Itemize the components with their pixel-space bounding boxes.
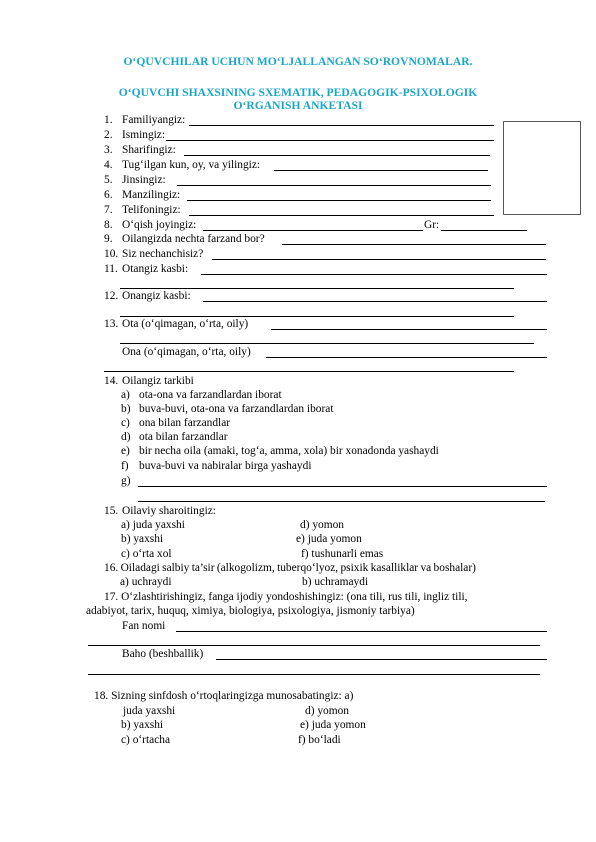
q3-label: Sharifingiz: <box>122 144 176 156</box>
q3-number: 3. <box>104 144 113 156</box>
q18-option-f[interactable]: f) bo‘ladi <box>298 734 341 746</box>
q18-option-d[interactable]: d) yomon <box>305 705 349 717</box>
q16-option-a[interactable]: a) uchraydi <box>120 576 172 588</box>
q8-field[interactable] <box>203 230 423 231</box>
q4-number: 4. <box>104 159 113 171</box>
q17-grade-field[interactable] <box>216 659 547 660</box>
q13-mother-field-line2[interactable] <box>104 371 514 372</box>
document-subtitle-line1: O‘QUVCHI SHAXSINING SXEMATIK, PEDAGOGIK-PSIXOLOGIK <box>118 86 478 99</box>
q14-option-d-key: d) <box>121 431 131 443</box>
q14-option-c-key: c) <box>121 417 130 429</box>
q17-subject-label: Fan nomi <box>122 620 166 632</box>
q15-option-d[interactable]: d) yomon <box>300 519 344 531</box>
q7-field[interactable] <box>189 215 494 216</box>
q15-label: Oilaviy sharoitingiz: <box>122 505 216 517</box>
q14-option-g-field-line2[interactable] <box>138 501 545 502</box>
q2-number: 2. <box>104 129 113 141</box>
q14-option-f[interactable]: buva-buvi va nabiralar birga yashaydi <box>139 460 312 472</box>
q14-option-g-field[interactable] <box>138 486 547 487</box>
q14-option-b[interactable]: buva-buvi, ota-ona va farzandlardan iborat <box>139 403 334 415</box>
q1-field[interactable] <box>189 125 494 126</box>
q3-field[interactable] <box>184 155 490 156</box>
q1-number: 1. <box>104 114 113 126</box>
q12-label: Onangiz kasbi: <box>122 290 191 302</box>
q4-field[interactable] <box>274 170 488 171</box>
q13-father-field-line2[interactable] <box>120 343 534 344</box>
q14-option-a[interactable]: ota-ona va farzandlardan iborat <box>139 389 282 401</box>
q17-grade-label: Baho (beshballik) <box>122 648 204 660</box>
q11-number: 11. <box>104 263 118 275</box>
q10-number: 10. <box>104 248 119 260</box>
q7-label: Telifoningiz: <box>122 204 181 216</box>
q15-number: 15. <box>104 505 119 517</box>
q14-option-e[interactable]: bir necha oila (amaki, tog‘a, amma, xola) bir xonadonda yashaydi <box>139 445 439 457</box>
q16-option-b[interactable]: b) uchramaydi <box>302 576 369 588</box>
q14-option-f-key: f) <box>121 460 129 472</box>
q8-label: O‘qish joyingiz: <box>122 219 197 231</box>
q1-label: Familiyangiz: <box>122 114 186 126</box>
q11-label: Otangiz kasbi: <box>122 263 189 275</box>
q12-field-line2[interactable] <box>120 316 514 317</box>
q15-option-e[interactable]: e) juda yomon <box>296 533 362 545</box>
q13-father-field[interactable] <box>271 329 547 330</box>
q8-number: 8. <box>104 219 113 231</box>
q12-field[interactable] <box>203 301 547 302</box>
q14-option-c[interactable]: ona bilan farzandlar <box>139 417 231 429</box>
q6-field[interactable] <box>187 200 491 201</box>
q17-subject-field[interactable] <box>176 631 547 632</box>
q4-label: Tug‘ilgan kun, oy, va yilingiz: <box>122 159 261 171</box>
q5-field[interactable] <box>177 185 491 186</box>
q11-field[interactable] <box>201 274 547 275</box>
q2-field[interactable] <box>166 140 494 141</box>
q18-option-c[interactable]: c) o‘rtacha <box>121 734 171 746</box>
q18-label: 18. Sizning sinfdosh o‘rtoqlaringizga munosabatingiz: a) <box>94 690 354 702</box>
q10-field[interactable] <box>212 259 546 260</box>
q8-group-field[interactable] <box>441 230 527 231</box>
q14-label: Oilangiz tarkibi <box>122 375 194 387</box>
document-title: O‘QUVCHILAR UCHUN MO‘LJALLANGAN SO‘ROVNOMALAR. <box>123 55 473 68</box>
q15-option-f[interactable]: f) tushunarli emas <box>301 548 384 560</box>
q13-number: 13. <box>104 318 119 330</box>
q17-label-line2: adabiyot, tarix, huquq, ximiya, biologiya, psixologiya, jismoniy tarbiya) <box>86 605 415 617</box>
q15-option-a[interactable]: a) juda yaxshi <box>121 519 185 531</box>
q11-field-line2[interactable] <box>120 288 514 289</box>
q13-mother-label: Ona (o‘qimagan, o‘rta, oily) <box>122 346 251 358</box>
q7-number: 7. <box>104 204 113 216</box>
document-subtitle-line2: O‘RGANISH ANKETASI <box>233 99 363 112</box>
q15-option-c[interactable]: c) o‘rta xol <box>121 548 172 560</box>
q2-label: Ismingiz: <box>122 129 166 141</box>
q14-option-a-key: a) <box>121 389 130 401</box>
q9-number: 9. <box>104 233 113 245</box>
q14-option-e-key: e) <box>121 445 130 457</box>
q14-option-g-key: g) <box>121 475 131 487</box>
photo-box <box>503 121 581 215</box>
q17-grade-field-line2[interactable] <box>88 674 540 675</box>
q14-number: 14. <box>104 375 119 387</box>
q6-label: Manzilingiz: <box>122 189 181 201</box>
q18-option-b[interactable]: b) yaxshi <box>121 719 164 731</box>
q14-option-b-key: b) <box>121 403 131 415</box>
q16-label: 16. Oiladagi salbiy ta’sir (alkogolizm, tuberqo‘lyoz, psixik kasalliklar va boshalar) <box>104 562 476 574</box>
q13-father-label: Ota (o‘qimagan, o‘rta, oily) <box>122 318 249 330</box>
q5-label: Jinsingiz: <box>122 174 166 186</box>
q8-group-label: Gr: <box>424 219 440 231</box>
q17-subject-field-line2[interactable] <box>88 645 540 646</box>
q13-mother-field[interactable] <box>266 357 547 358</box>
q17-label-line1: 17. O‘zlashtirishingiz, fanga ijodiy yondoshishingiz: (ona tili, rus tili, ingliz tili, <box>104 591 468 603</box>
q18-option-e[interactable]: e) juda yomon <box>300 719 366 731</box>
q18-option-a[interactable]: juda yaxshi <box>123 705 176 717</box>
q10-label: Siz nechanchisiz? <box>122 248 204 260</box>
q5-number: 5. <box>104 174 113 186</box>
q12-number: 12. <box>104 290 119 302</box>
q9-field[interactable] <box>282 244 546 245</box>
q15-option-b[interactable]: b) yaxshi <box>121 533 164 545</box>
q6-number: 6. <box>104 189 113 201</box>
q14-option-d[interactable]: ota bilan farzandlar <box>139 431 228 443</box>
q9-label: Oilangizda nechta farzand bor? <box>122 233 265 245</box>
